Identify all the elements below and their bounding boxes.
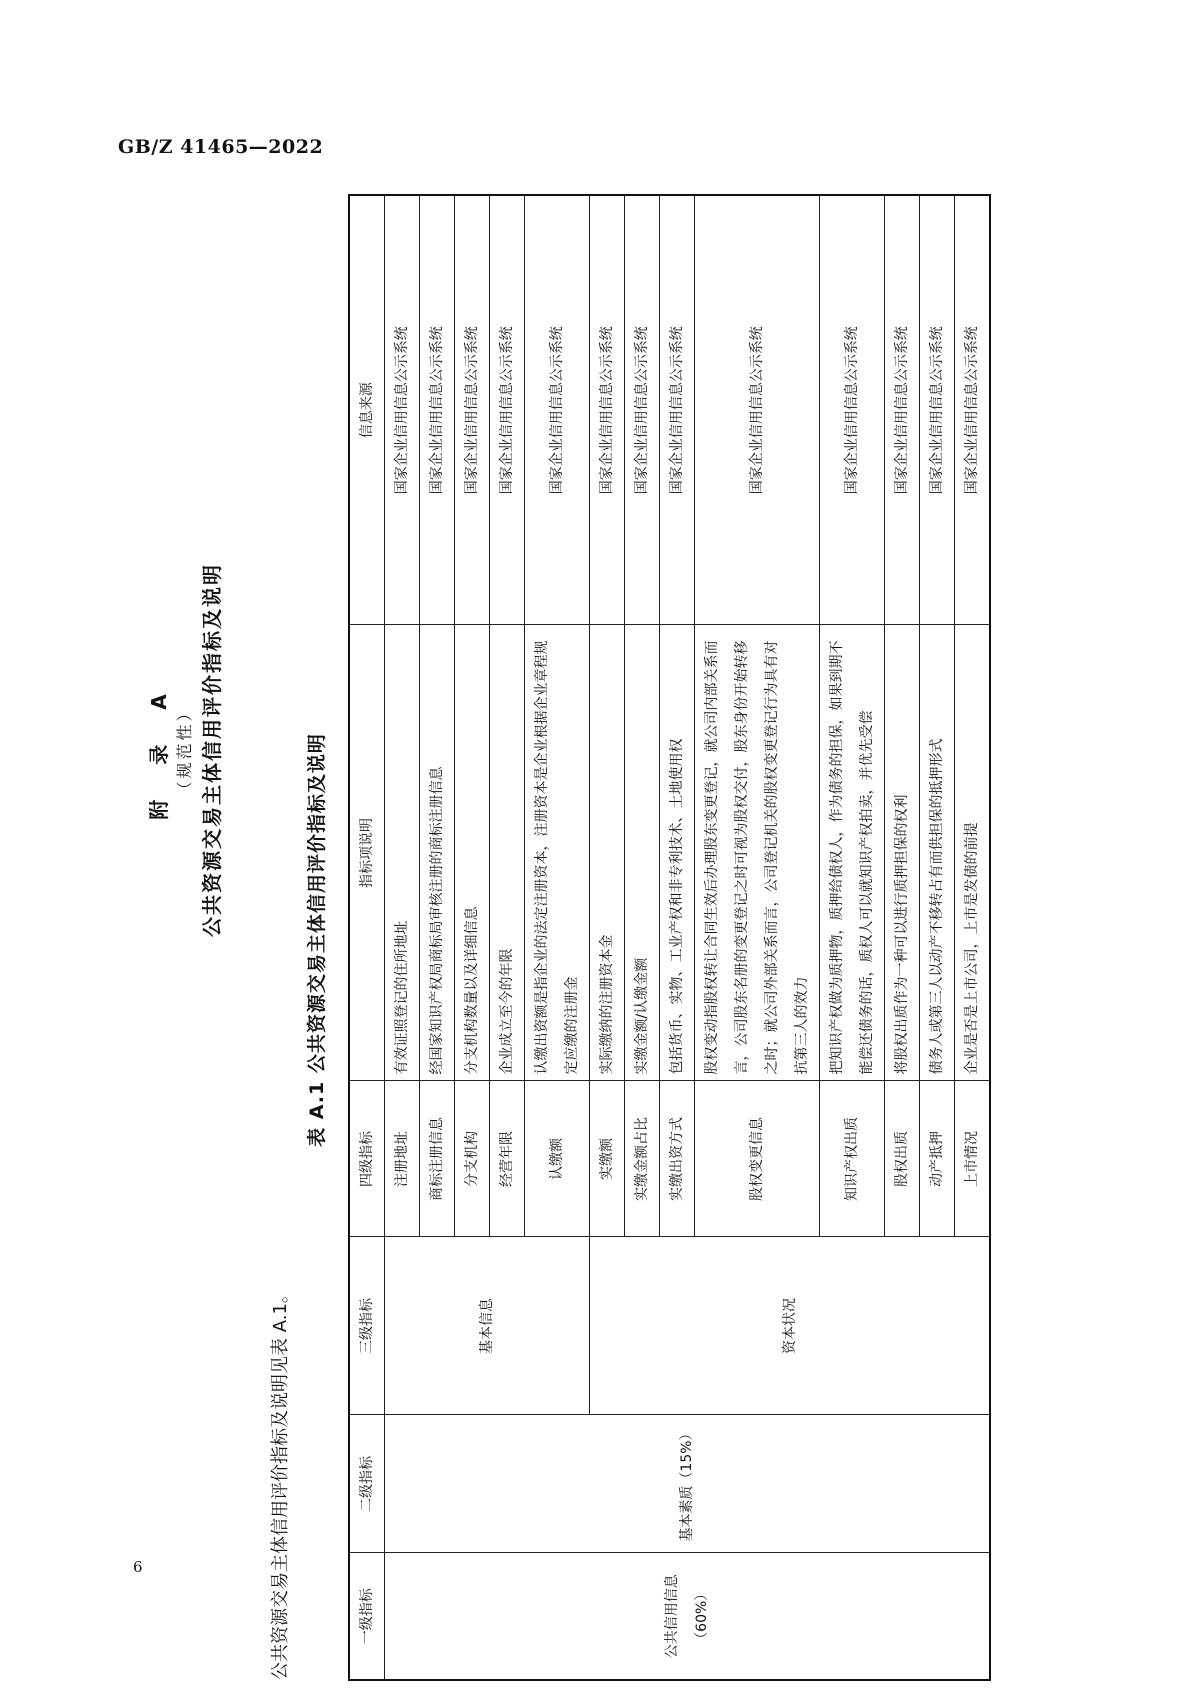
source-cell: 国家企业信用信息公示系统 (455, 195, 490, 625)
description-cell: 经国家知识产权局商标局审核注册的商标注册信息 (420, 625, 455, 1081)
source-cell: 国家企业信用信息公示系统 (590, 195, 625, 625)
standard-code: GB/Z 41465—2022 (118, 136, 324, 158)
level4-cell: 知识产权出质 (820, 1081, 885, 1237)
description-cell: 把知识产权做为质押物，质押给债权人，作为债务的担保，如果到期不能偿还债务的话，质权人可以就知识产权拍卖，并优先受偿 (820, 625, 885, 1081)
annex-label: 附 录 A (147, 680, 171, 820)
level4-cell: 商标注册信息 (420, 1081, 455, 1237)
level4-cell: 实缴额 (590, 1081, 625, 1237)
description-cell: 债务人或第三人以动产不移转占有而供担保的抵押形式 (920, 625, 955, 1081)
level4-cell: 上市情况 (955, 1081, 991, 1237)
description-cell: 股权变动指股权转让合同生效后办理股东变更登记，就公司内部关系而言，公司股东名册的变更登记之时可视为股权交付，股东身份开始转移之时；就公司外部关系而言，公司登记机关的股权变更登记行为具有对抗第三人的效力 (695, 625, 820, 1081)
source-cell: 国家企业信用信息公示系统 (695, 195, 820, 625)
description-cell: 有效证照登记的住所地址 (385, 625, 420, 1081)
level4-cell: 实缴金额占比 (625, 1081, 660, 1237)
page-number: 6 (133, 1558, 143, 1576)
table-row (385, 195, 420, 1680)
description-cell: 实缴金额/认缴金额 (625, 625, 660, 1081)
source-cell: 国家企业信用信息公示系统 (420, 195, 455, 625)
annex-heading (145, 470, 245, 1030)
description-cell: 分支机构数量以及详细信息 (455, 625, 490, 1081)
description-cell: 包括货币、实物、工业产权和非专利技术、土地使用权 (660, 625, 695, 1081)
source-cell: 国家企业信用信息公示系统 (625, 195, 660, 625)
source-cell: 国家企业信用信息公示系统 (490, 195, 525, 625)
source-cell: 国家企业信用信息公示系统 (885, 195, 920, 625)
source-cell: 国家企业信用信息公示系统 (525, 195, 590, 625)
level1-cell: 公共信用信息（60%） (385, 1553, 991, 1680)
level4-cell: 认缴额 (525, 1081, 590, 1237)
intro-text: 公共资源交易主体信用评价指标及说明见表 A.1。 (270, 1285, 291, 1680)
table-caption: 表 A.1 公共资源交易主体信用评价指标及说明 (306, 733, 328, 1147)
level4-cell: 股权出质 (885, 1081, 920, 1237)
annex-title: 公共资源交易主体信用评价指标及说明 (200, 563, 224, 937)
level2-cell: 基本素质（15%） (385, 1415, 991, 1553)
table-header-row (349, 195, 385, 1680)
source-cell: 国家企业信用信息公示系统 (955, 195, 991, 625)
level4-cell: 经营年限 (490, 1081, 525, 1237)
description-cell: 企业是否是上市公司，上市是发债的前提 (955, 625, 991, 1081)
description-cell: 将股权出质作为一种可以进行质押担保的权利 (885, 625, 920, 1081)
level4-cell: 注册地址 (385, 1081, 420, 1237)
indicator-table (348, 194, 991, 1681)
annex-nature: （规范性） (175, 702, 194, 798)
level3-capital-cell: 资本状况 (590, 1237, 991, 1415)
header-level2: 二级指标 (349, 1415, 385, 1553)
level4-cell: 动产抵押 (920, 1081, 955, 1237)
level4-cell: 实缴出资方式 (660, 1081, 695, 1237)
level4-cell: 分支机构 (455, 1081, 490, 1237)
header-description: 指标项说明 (349, 625, 385, 1081)
level4-cell: 股权变更信息 (695, 1081, 820, 1237)
header-source: 信息来源 (349, 195, 385, 625)
description-cell: 认缴出资额是指企业的法定注册资本，注册资本是企业根据企业章程规定应缴的注册金 (525, 625, 590, 1081)
rotated-content (270, 200, 980, 1680)
level3-basic-cell: 基本信息 (385, 1237, 590, 1415)
header-level3: 三级指标 (349, 1237, 385, 1415)
source-cell: 国家企业信用信息公示系统 (660, 195, 695, 625)
source-cell: 国家企业信用信息公示系统 (820, 195, 885, 625)
source-cell: 国家企业信用信息公示系统 (920, 195, 955, 625)
description-cell: 企业成立至今的年限 (490, 625, 525, 1081)
header-level1: 一级指标 (349, 1553, 385, 1680)
header-level4: 四级指标 (349, 1081, 385, 1237)
source-cell: 国家企业信用信息公示系统 (385, 195, 420, 625)
description-cell: 实际缴纳的注册资本金 (590, 625, 625, 1081)
